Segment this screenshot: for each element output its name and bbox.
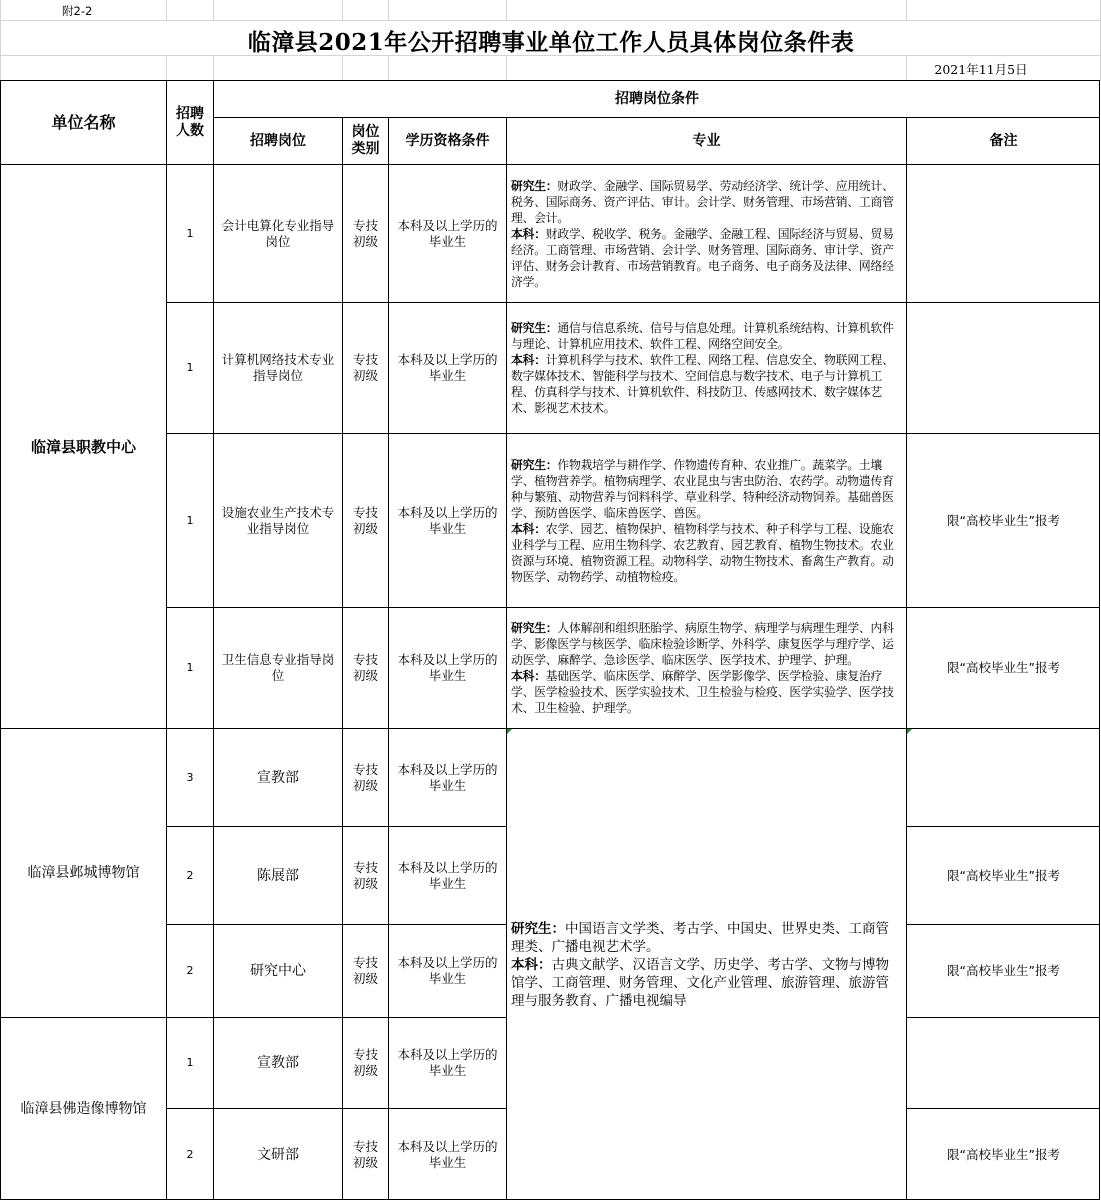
education-line1: 本科及以上学历的 — [397, 1047, 498, 1062]
header-post — [214, 118, 342, 164]
count-value: 3 — [186, 770, 194, 784]
count-value: 1 — [186, 661, 194, 674]
header-count — [167, 81, 213, 164]
table-row-category — [343, 608, 388, 728]
table-row-major — [507, 608, 906, 728]
education-line1: 本科及以上学历的 — [397, 504, 498, 520]
education-text — [397, 1139, 497, 1171]
unit-name: 临漳县职教中心 — [30, 437, 136, 456]
grad-majors: 中国语言文学类、考古学、中国史、世界史类、工商管理类、广播电视艺术学。 — [511, 920, 889, 955]
table-row-note — [907, 303, 1100, 433]
page-title: 临漳县2021年公开招聘事业单位工作人员具体岗位条件表 — [247, 28, 855, 56]
count-value: 2 — [186, 868, 194, 882]
header-unit-name — [1, 81, 166, 164]
category-text — [353, 955, 378, 987]
table-row-post — [214, 1018, 342, 1108]
table-row-education — [389, 1109, 506, 1200]
note-text: 限“高校毕业生”报考 — [947, 1146, 1060, 1162]
education-text — [397, 762, 497, 794]
undergrad-label: 本科： — [511, 956, 552, 973]
category-line1: 专技 — [352, 504, 378, 520]
table-row-count — [167, 434, 213, 607]
category-line1: 专技 — [352, 955, 378, 970]
education-text — [397, 352, 497, 384]
table-row-count — [167, 303, 213, 433]
category-line2: 初级 — [352, 971, 378, 986]
grad-label: 研究生： — [511, 321, 558, 335]
header-major-text: 专业 — [692, 132, 721, 149]
category-text — [353, 505, 378, 537]
table-row-note — [907, 729, 1100, 826]
category-text — [353, 352, 378, 384]
major-text — [511, 457, 902, 585]
table-row-education — [389, 303, 506, 433]
table-row-count — [167, 608, 213, 728]
table-row-count — [167, 925, 213, 1017]
undergrad-label: 本科： — [511, 353, 546, 367]
category-line1: 专技 — [352, 217, 378, 233]
education-line2: 毕业生 — [428, 777, 467, 793]
count-value: 1 — [186, 226, 194, 240]
grad-label: 研究生： — [511, 920, 565, 937]
category-line2: 初级 — [352, 875, 378, 891]
education-text — [397, 860, 497, 892]
post-line2: 岗位 — [265, 233, 291, 249]
post-text — [222, 218, 335, 250]
education-line2: 毕业生 — [428, 668, 467, 683]
category-line2: 初级 — [352, 668, 378, 683]
count-value: 2 — [186, 964, 194, 977]
table-row-category — [343, 729, 388, 826]
education-text — [397, 652, 497, 684]
table-row-count — [167, 1018, 213, 1108]
header-unit-name-text: 单位名称 — [51, 112, 116, 132]
category-line1: 专技 — [352, 859, 378, 875]
table-row-count — [167, 827, 213, 924]
table-row-category — [343, 1018, 388, 1108]
table-row-education — [389, 434, 506, 607]
table-row-post — [214, 729, 342, 826]
table-row-category — [343, 925, 388, 1017]
category-line1: 专技 — [352, 1138, 378, 1154]
category-line2: 初级 — [352, 233, 378, 249]
museum-major-cell — [507, 729, 906, 1200]
post-line1: 会计电算化专业指导 — [221, 217, 335, 233]
table-row-education — [389, 827, 506, 924]
table-row-post — [214, 608, 342, 728]
post-text: 陈展部 — [257, 867, 299, 884]
undergrad-majors: 农学、园艺、植物保护、植物科学与技术、种子科学与工程、设施农业科学与工程、应用生物科学、农艺教育、园艺教育、植物生物技术。农业资源与环境、植物资源工程。动物科学、动物生物技术、畜禽生产教育。动物医学、动物药学、动植物检疫。 — [511, 521, 894, 584]
education-line1: 本科及以上学历的 — [397, 1138, 498, 1154]
table-row-post — [214, 165, 342, 302]
post-text — [222, 505, 335, 537]
header-conditions-text: 招聘岗位条件 — [615, 90, 699, 107]
post-text: 文研部 — [257, 1146, 299, 1163]
table-row-post — [214, 434, 342, 607]
table-row-post — [214, 1109, 342, 1200]
unit-name: 临漳县佛造像博物馆 — [20, 1101, 147, 1117]
table-row-major — [507, 165, 906, 302]
header-note-text: 备注 — [989, 132, 1018, 149]
table-row-note — [907, 434, 1100, 607]
grad-majors: 作物栽培学与耕作学、作物遗传育种、农业推广。蔬菜学。土壤学、植物营养学。植物病理学、农业昆虫与害虫防治、农药学。动物遗传育种与繁殖、动物营养与饲料科学、草业科学、特种经济动物饲养。基础兽医学、预防兽医学、临床兽医学、兽医。 — [511, 457, 894, 520]
table-row-note — [907, 1109, 1100, 1200]
table-row-note — [907, 608, 1100, 728]
header-category-text — [352, 124, 380, 158]
category-line2: 初级 — [352, 1063, 378, 1078]
education-line1: 本科及以上学历的 — [397, 859, 498, 875]
post-line2: 指导岗位 — [252, 368, 303, 383]
education-line2: 毕业生 — [428, 520, 467, 536]
count-value: 1 — [186, 1056, 194, 1069]
table-row-education — [389, 925, 506, 1017]
grad-label: 研究生： — [511, 621, 558, 635]
education-text — [397, 1047, 497, 1079]
education-line2: 毕业生 — [428, 875, 467, 891]
header-major — [507, 118, 906, 164]
table-row-category — [343, 1109, 388, 1200]
undergrad-majors: 古典文献学、汉语言文学、历史学、考古学、文物与博物馆学、工商管理、财务管理、文化产业管理、旅游管理、旅游管理与服务教育、广播电视编导 — [511, 956, 889, 1009]
unit-cell — [1, 1018, 166, 1200]
grad-majors: 通信与信息系统、信号与信息处理。计算机系统结构、计算机软件与理论、计算机应用技术、软件工程、网络空间安全。 — [511, 321, 894, 351]
post-line1: 计算机网络技术专业 — [221, 352, 335, 367]
undergrad-majors: 计算机科学与技术、软件工程、网络工程、信息安全、物联网工程、数字媒体技术、智能科学与技术、空间信息与数字技术、电子与计算机工程、仿真科学与技术、计算机软件、科技防卫、传感网技术、数字媒体艺术、影视艺术技术。 — [511, 353, 894, 415]
education-line2: 毕业生 — [428, 1063, 467, 1078]
education-text — [397, 955, 497, 987]
undergrad-majors: 财政学、税收学、税务。金融学、金融工程、国际经济与贸易、贸易经济。工商管理、市场营销、会计学、财务管理、国际商务、审计学、资产评估、财务会计教育、市场营销教育。电子商务、电子商务及法律、网络经济学。 — [511, 226, 894, 289]
category-text — [353, 1139, 378, 1171]
appendix-label: 附2-2 — [62, 4, 93, 18]
table-row-education — [389, 608, 506, 728]
education-line2: 毕业生 — [428, 368, 467, 383]
header-count-line1: 招聘 — [176, 105, 204, 122]
count-value: 1 — [186, 513, 194, 527]
category-line2: 初级 — [352, 1154, 378, 1170]
table-row-category — [343, 827, 388, 924]
table-row-category — [343, 165, 388, 302]
note-text: 限“高校毕业生”报考 — [947, 512, 1060, 528]
grad-majors: 人体解剖和组织胚胎学、病原生物学、病理学与病理生理学、内科学、影像医学与核医学、临床检验诊断学、外科学、康复医学与理疗学、运动医学、麻醉学、急诊医学、临床医学、医学技术、护理学、护理。 — [511, 621, 894, 667]
note-text: 限“高校毕业生”报考 — [947, 963, 1060, 978]
major-text — [511, 620, 902, 716]
table-row-education — [389, 165, 506, 302]
table-row-note — [907, 925, 1100, 1017]
education-line1: 本科及以上学历的 — [397, 652, 498, 667]
table-row-category — [343, 303, 388, 433]
post-text — [222, 352, 335, 384]
undergrad-label: 本科： — [511, 669, 546, 683]
education-line2: 毕业生 — [428, 233, 467, 249]
table-row-count — [167, 1109, 213, 1200]
header-post-text: 招聘岗位 — [250, 132, 306, 149]
table-row-note — [907, 165, 1100, 302]
header-education-text: 学历资格条件 — [405, 132, 490, 149]
table-row-education — [389, 1018, 506, 1108]
category-line2: 初级 — [352, 520, 378, 536]
post-text: 宣教部 — [257, 769, 299, 786]
header-category-line2: 类别 — [351, 141, 380, 157]
category-line1: 专技 — [352, 352, 378, 367]
undergrad-label: 本科： — [511, 521, 546, 536]
category-text — [353, 1047, 378, 1079]
table-row-major — [507, 303, 906, 433]
table-row-education — [389, 729, 506, 826]
post-text: 研究中心 — [250, 963, 306, 979]
header-education — [389, 118, 506, 164]
education-line2: 毕业生 — [428, 971, 467, 986]
table-row-post — [214, 827, 342, 924]
post-text — [222, 652, 335, 684]
major-text — [511, 920, 902, 1010]
education-line1: 本科及以上学历的 — [397, 217, 498, 233]
grad-label: 研究生： — [511, 457, 558, 472]
undergrad-label: 本科： — [511, 226, 546, 241]
category-text — [353, 652, 378, 684]
count-value: 2 — [186, 1147, 194, 1161]
header-conditions — [214, 81, 1100, 117]
header-note — [907, 118, 1100, 164]
category-line2: 初级 — [352, 777, 378, 793]
table-row-count — [167, 165, 213, 302]
document-date: 2021年11月5日 — [934, 62, 1028, 77]
education-text — [397, 218, 497, 250]
category-text — [353, 762, 378, 794]
post-line1: 设施农业生产技术专 — [221, 504, 335, 520]
post-line1: 卫生信息专业指导岗 — [221, 652, 335, 667]
note-text: 限“高校毕业生”报考 — [947, 660, 1060, 675]
post-text: 宣教部 — [257, 1055, 299, 1071]
grad-majors: 财政学、金融学、国际贸易学、劳动经济学、统计学、应用统计、税务、国际商务、资产评估、审计。会计学、财务管理、市场营销、工商管理、会计。 — [511, 178, 894, 225]
table-row-post — [214, 303, 342, 433]
education-text — [397, 505, 497, 537]
table-row-post — [214, 925, 342, 1017]
table-row-note — [907, 1018, 1100, 1108]
unit-name: 临漳县邺城博物馆 — [27, 865, 140, 881]
header-category-line1: 岗位 — [351, 124, 380, 140]
education-line1: 本科及以上学历的 — [397, 761, 498, 777]
education-line1: 本科及以上学历的 — [397, 955, 498, 970]
category-line1: 专技 — [352, 652, 378, 667]
category-line2: 初级 — [352, 368, 378, 383]
category-text — [353, 860, 378, 892]
category-text — [353, 218, 378, 250]
note-text: 限“高校毕业生”报考 — [947, 867, 1060, 883]
header-category — [343, 118, 388, 164]
major-text — [511, 178, 902, 290]
category-line1: 专技 — [352, 1047, 378, 1062]
category-line1: 专技 — [352, 761, 378, 777]
post-line2: 位 — [271, 668, 285, 683]
header-count-line2: 人数 — [176, 122, 204, 139]
table-row-major — [507, 434, 906, 607]
unit-cell — [1, 165, 166, 728]
table-row-note — [907, 827, 1100, 924]
major-text — [511, 320, 902, 416]
education-line2: 毕业生 — [428, 1154, 467, 1170]
undergrad-majors: 基础医学、临床医学、麻醉学、医学影像学、医学检验、康复治疗学、医学检验技术、医学实验技术、卫生检验与检疫、医学实验学、医学技术、卫生检验、护理学。 — [511, 669, 894, 715]
header-count-text — [176, 106, 204, 140]
education-line1: 本科及以上学历的 — [397, 352, 498, 367]
unit-cell — [1, 729, 166, 1017]
count-value: 1 — [186, 361, 194, 374]
table-row-count — [167, 729, 213, 826]
table-row-category — [343, 434, 388, 607]
grad-label: 研究生： — [511, 178, 558, 193]
post-line2: 业指导岗位 — [246, 520, 310, 536]
